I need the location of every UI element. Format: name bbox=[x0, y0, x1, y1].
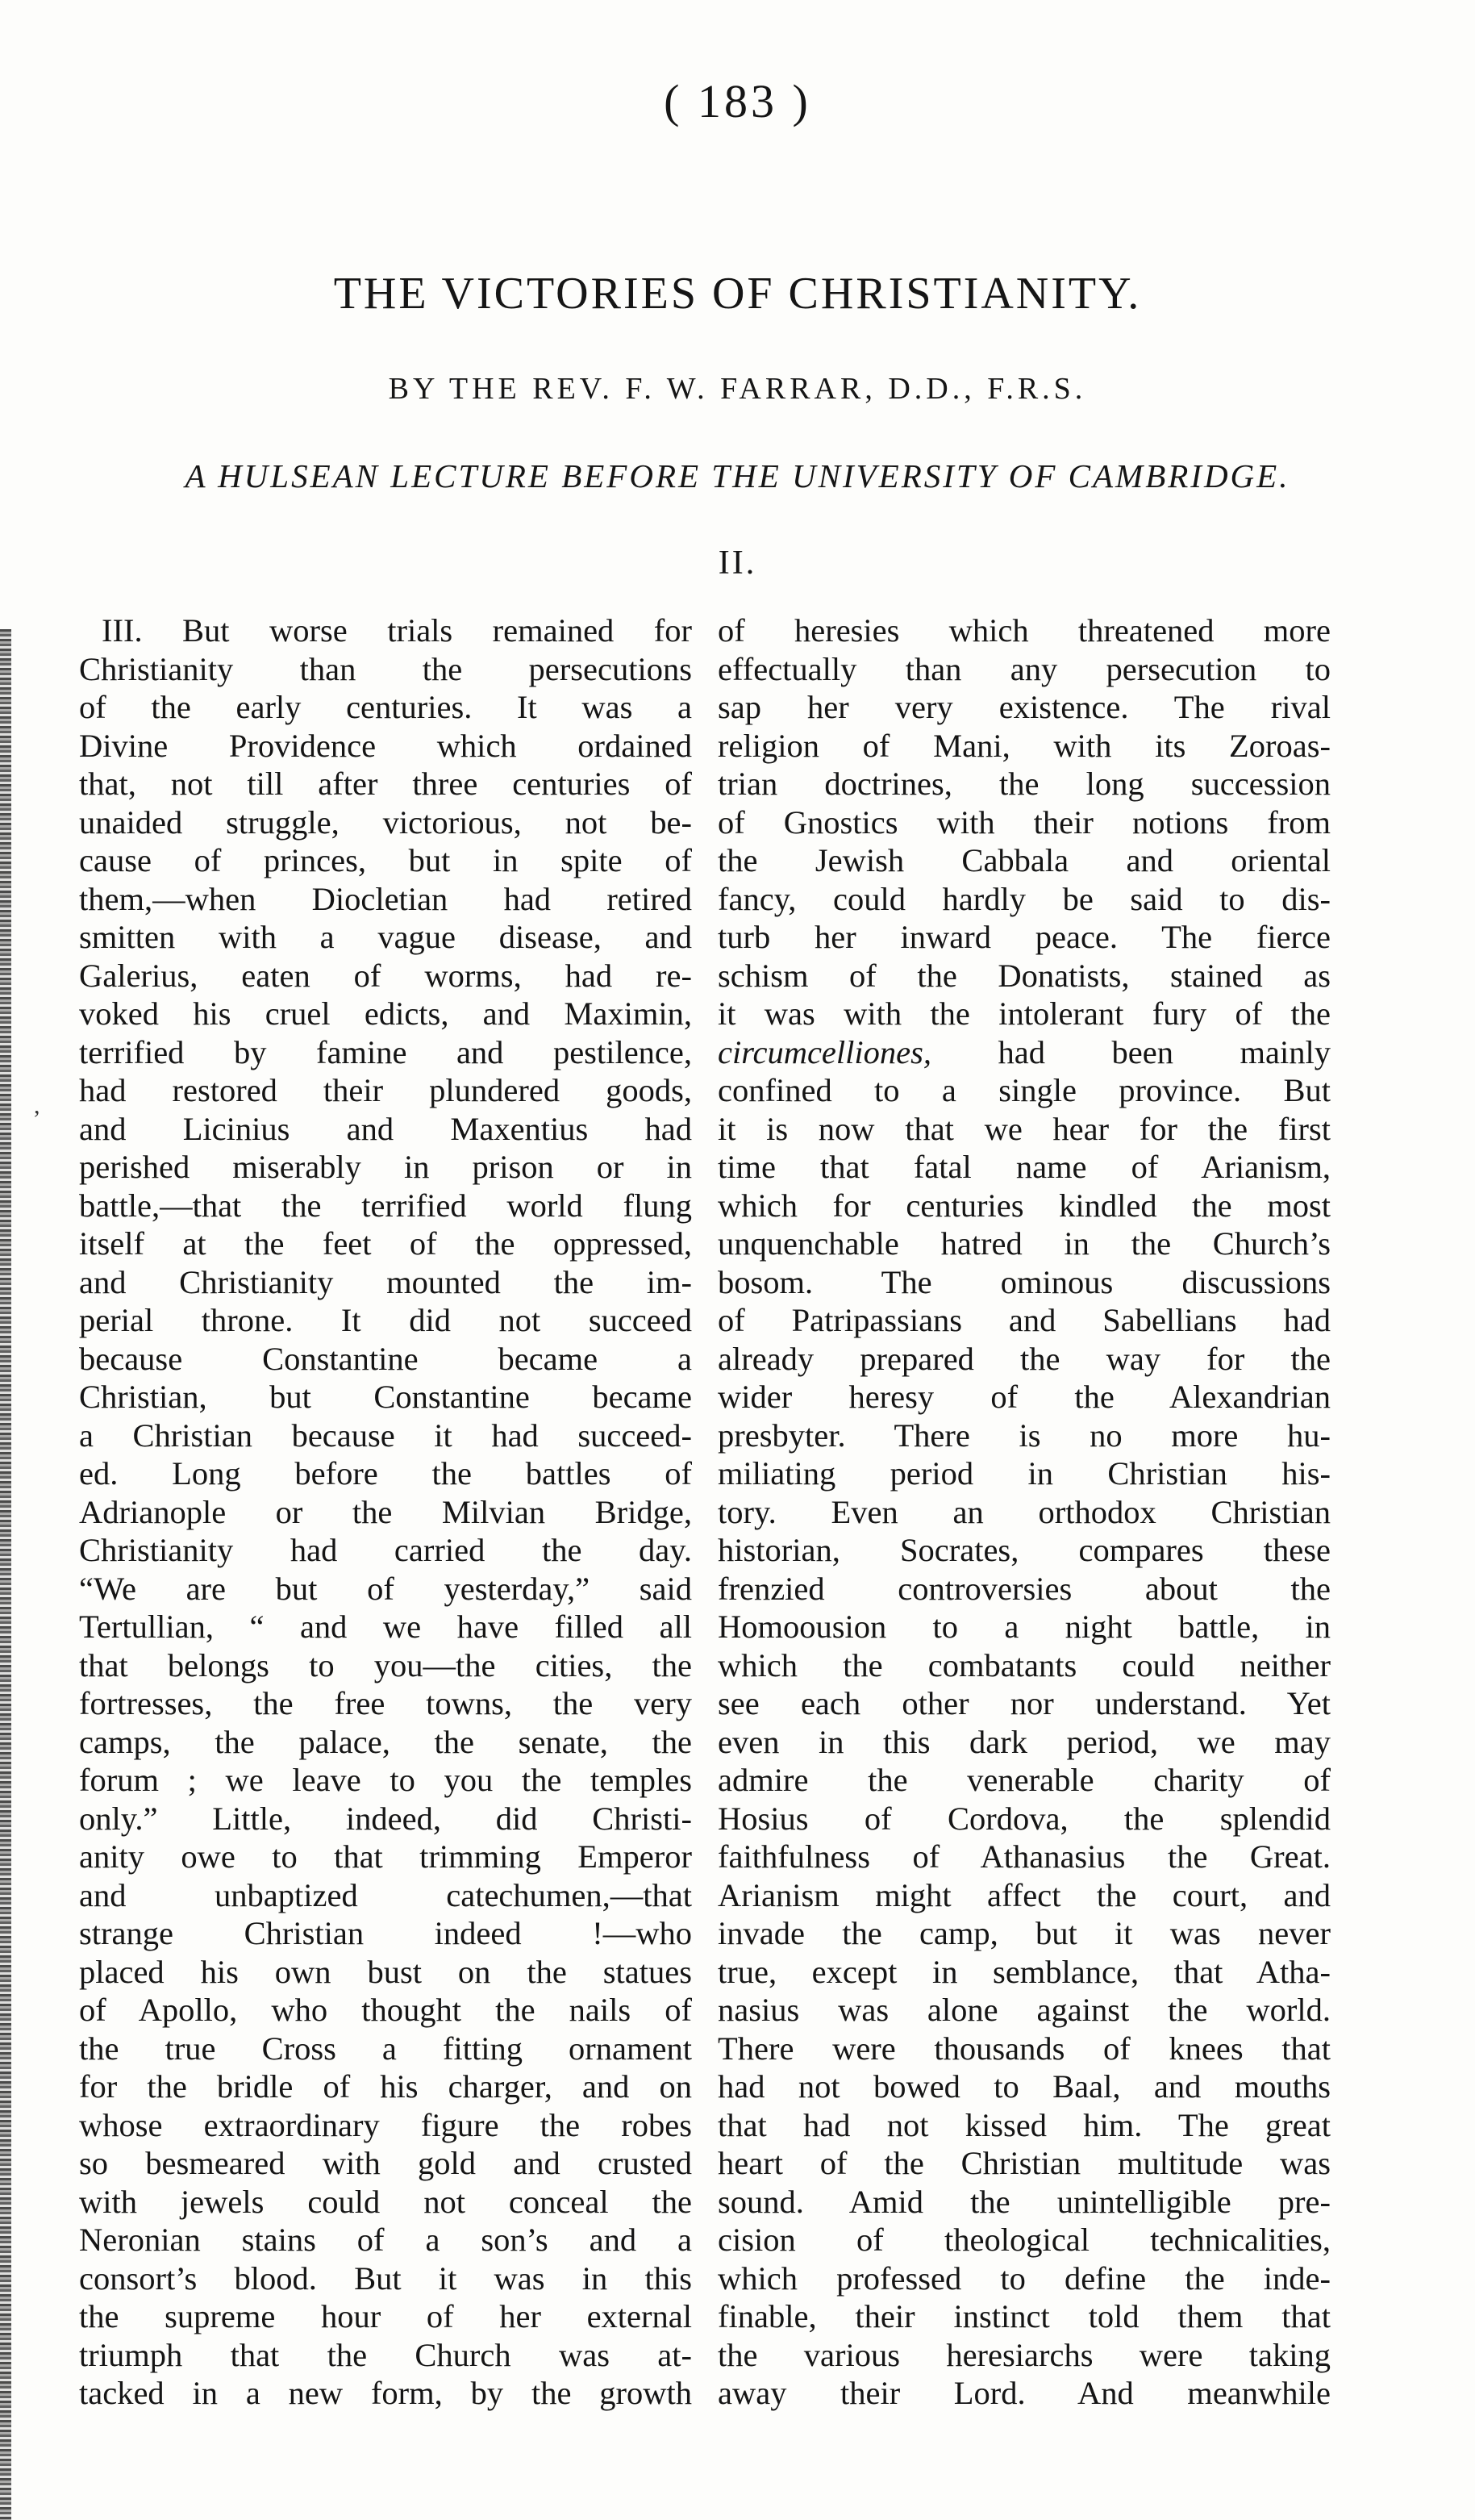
text-line: Christian, but Constantine became bbox=[79, 1379, 692, 1415]
text-line: effectually than any persecution to bbox=[718, 650, 1331, 687]
left-text-column bbox=[79, 611, 692, 2413]
text-line: “We are but of yesterday,” said bbox=[79, 1570, 692, 1607]
text-line: fancy, could hardly be said to dis- bbox=[718, 880, 1331, 917]
page-number: ( 183 ) bbox=[664, 75, 811, 127]
italic-phrase: circumcelliones, bbox=[718, 1033, 932, 1070]
text-line: and Licinius and Maxentius had bbox=[79, 1110, 692, 1147]
text-line: historian, Socrates, compares these bbox=[718, 1532, 1331, 1568]
text-line: had not bowed to Baal, and mouths bbox=[718, 2068, 1331, 2105]
text-line: that, not till after three centuries of bbox=[79, 766, 692, 802]
text-line: faithfulness of Athanasius the Great. bbox=[718, 1838, 1331, 1875]
text-line: religion of Mani, with its Zoroas- bbox=[718, 727, 1331, 764]
text-line: invade the camp, but it was never bbox=[718, 1915, 1331, 1951]
article-title: THE VICTORIES OF CHRISTIANITY. bbox=[333, 269, 1142, 319]
text-line: time that fatal name of Arianism, bbox=[718, 1149, 1331, 1185]
text-line: sound. Amid the unintelligible pre- bbox=[718, 2183, 1331, 2220]
text-line: terrified by famine and pestilence, bbox=[79, 1033, 692, 1070]
text-line: circumcelliones, had been mainly bbox=[718, 1033, 1331, 1070]
text-line: so besmeared with gold and crusted bbox=[79, 2145, 692, 2181]
text-line: sap her very existence. The rival bbox=[718, 689, 1331, 725]
text-line: Divine Providence which ordained bbox=[79, 727, 692, 764]
text-line: voked his cruel edicts, and Maximin, bbox=[79, 995, 692, 1032]
text-line: cision of theological technicalities, bbox=[718, 2222, 1331, 2258]
text-line: battle,—that the terrified world flung bbox=[79, 1187, 692, 1224]
text-line: miliating period in Christian his- bbox=[718, 1455, 1331, 1492]
text-line: which for centuries kindled the most bbox=[718, 1187, 1331, 1224]
text-line: presbyter. There is no more hu- bbox=[718, 1416, 1331, 1454]
text-line: nasius was alone against the world. bbox=[718, 1992, 1331, 2028]
text-line: consort’s blood. But it was in this bbox=[79, 2259, 692, 2297]
text-line: camps, the palace, the senate, the bbox=[79, 1723, 692, 1760]
text-line: frenzied controversies about the bbox=[718, 1570, 1331, 1607]
text-line: already prepared the way for the bbox=[718, 1340, 1331, 1377]
text-line: tory. Even an orthodox Christian bbox=[718, 1493, 1331, 1530]
text-line: III. But worse trials remained for bbox=[102, 612, 692, 649]
text-line: Christianity than the persecutions bbox=[79, 650, 692, 687]
text-line: of heresies which threatened more bbox=[718, 612, 1331, 649]
text-line: because Constantine became a bbox=[79, 1340, 692, 1377]
text-line: with jewels could not conceal the bbox=[79, 2183, 692, 2220]
text-line: away their Lord. And meanwhile bbox=[718, 2375, 1331, 2411]
text-line: turb her inward peace. The fierce bbox=[718, 919, 1331, 955]
article-subtitle: A HULSEAN LECTURE BEFORE THE UNIVERSITY OF CAMBRIDGE. bbox=[185, 457, 1290, 494]
margin-mark: , bbox=[34, 1092, 40, 1119]
text-line: placed his own bust on the statues bbox=[79, 1953, 692, 1990]
text-line: the true Cross a fitting ornament bbox=[79, 2030, 692, 2067]
text-line: strange Christian indeed !—who bbox=[79, 1915, 692, 1951]
text-line: Neronian stains of a son’s and a bbox=[79, 2222, 692, 2258]
text-line: and Christianity mounted the im- bbox=[79, 1263, 692, 1300]
text-line: which the combatants could neither bbox=[718, 1646, 1331, 1683]
text-line: heart of the Christian multitude was bbox=[718, 2145, 1331, 2181]
text-line: Hosius of Cordova, the splendid bbox=[718, 1800, 1331, 1837]
text-line: the Jewish Cabbala and oriental bbox=[718, 842, 1331, 878]
text-line: unquenchable hatred in the Church’s bbox=[718, 1225, 1331, 1262]
text-line: wider heresy of the Alexandrian bbox=[718, 1379, 1331, 1415]
text-line: Arianism might affect the court, and bbox=[718, 1876, 1331, 1913]
binding-edge bbox=[0, 629, 11, 2520]
text-line: whose extraordinary figure the robes bbox=[79, 2106, 692, 2143]
text-line: Adrianople or the Milvian Bridge, bbox=[79, 1493, 692, 1530]
text-line: of Patripassians and Sabellians had bbox=[718, 1302, 1331, 1338]
text-line: Galerius, eaten of worms, had re- bbox=[79, 957, 692, 994]
text-line: smitten with a vague disease, and bbox=[79, 919, 692, 955]
text-line: that belongs to you—the cities, the bbox=[79, 1646, 692, 1683]
section-number: II. bbox=[718, 544, 757, 582]
text-line: finable, their instinct told them that bbox=[718, 2298, 1331, 2334]
article-byline: BY THE REV. F. W. FARRAR, D.D., F.R.S. bbox=[388, 372, 1087, 406]
text-line: and unbaptized catechumen,—that bbox=[79, 1876, 692, 1913]
text-line: only.” Little, indeed, did Christi- bbox=[79, 1800, 692, 1837]
text-line: for the bridle of his charger, and on bbox=[79, 2068, 692, 2105]
text-line: ed. Long before the battles of bbox=[79, 1455, 692, 1492]
text-line: bosom. The ominous discussions bbox=[718, 1263, 1331, 1300]
text-line: tacked in a new form, by the growth bbox=[79, 2375, 692, 2411]
text-line: it is now that we hear for the first bbox=[718, 1110, 1331, 1147]
text-line: cause of princes, but in spite of bbox=[79, 842, 692, 878]
text-line: had restored their plundered goods, bbox=[79, 1072, 692, 1108]
text-line: Christianity had carried the day. bbox=[79, 1532, 692, 1568]
text-line: it was with the intolerant fury of the bbox=[718, 995, 1331, 1032]
text-line: trian doctrines, the long succession bbox=[718, 766, 1331, 802]
text-line: of the early centuries. It was a bbox=[79, 689, 692, 725]
text-line: forum ; we leave to you the temples bbox=[79, 1762, 692, 1798]
text-line: which professed to define the inde- bbox=[718, 2259, 1331, 2297]
text-line: a Christian because it had succeed- bbox=[79, 1416, 692, 1454]
text-line: triumph that the Church was at- bbox=[79, 2336, 692, 2373]
text-line: perial throne. It did not succeed bbox=[79, 1302, 692, 1338]
text-line: of Gnostics with their notions from bbox=[718, 803, 1331, 841]
text-line: There were thousands of knees that bbox=[718, 2030, 1331, 2067]
text-line: true, except in semblance, that Atha- bbox=[718, 1953, 1331, 1990]
text-line: admire the venerable charity of bbox=[718, 1762, 1331, 1798]
text-line: confined to a single province. But bbox=[718, 1072, 1331, 1108]
text-line: Tertullian, “ and we have filled all bbox=[79, 1608, 692, 1645]
text-line: Homoousion to a night battle, in bbox=[718, 1608, 1331, 1645]
text-line: of Apollo, who thought the nails of bbox=[79, 1992, 692, 2028]
text-line: the supreme hour of her external bbox=[79, 2298, 692, 2334]
text-line: anity owe to that trimming Emperor bbox=[79, 1838, 692, 1875]
text-line: them,—when Diocletian had retired bbox=[79, 880, 692, 917]
text-line: schism of the Donatists, stained as bbox=[718, 957, 1331, 994]
text-line: itself at the feet of the oppressed, bbox=[79, 1225, 692, 1262]
text-line: fortresses, the free towns, the very bbox=[79, 1685, 692, 1721]
text-line: that had not kissed him. The great bbox=[718, 2106, 1331, 2143]
text-line: unaided struggle, victorious, not be- bbox=[79, 803, 692, 841]
text-line: even in this dark period, we may bbox=[718, 1723, 1331, 1760]
right-text-column bbox=[718, 611, 1331, 2413]
text-line: see each other nor understand. Yet bbox=[718, 1685, 1331, 1721]
text-line: perished miserably in prison or in bbox=[79, 1149, 692, 1185]
text-line: the various heresiarchs were taking bbox=[718, 2336, 1331, 2373]
